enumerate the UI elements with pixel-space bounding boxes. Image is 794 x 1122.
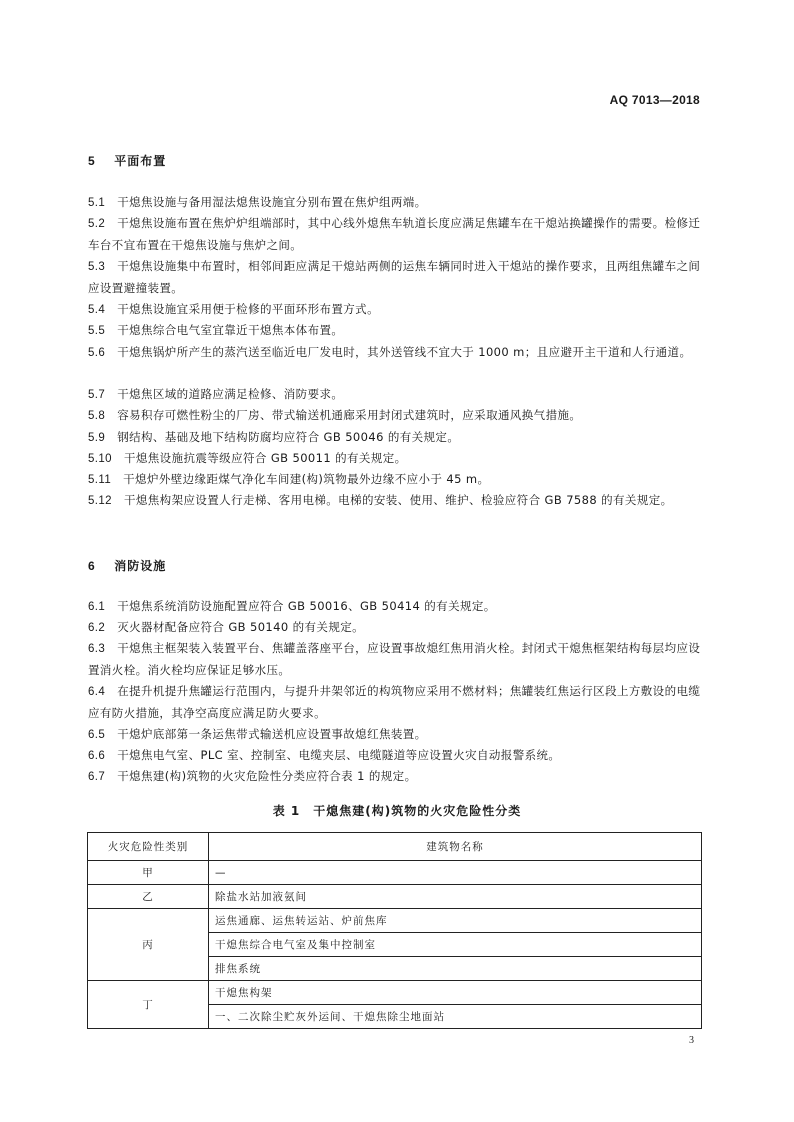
clause-6-4: 6.4 在提升机提升焦罐运行范围内，与提升井架邻近的构筑物应采用不燃材料；焦罐装红焦运行区段上方敷设的电缆应有防火措施，其净空高度应满足防火要求。: [88, 684, 701, 720]
category-cell: 乙: [88, 885, 209, 909]
section-6-heading: [88, 557, 166, 574]
clause-5-11: 5.11 干熄炉外壁边缘距煤气净化车间建(构)筑物最外边缘不应小于 45 m。: [88, 472, 490, 486]
section-5-heading: [88, 152, 166, 169]
table-row: [88, 981, 702, 1005]
header-category: 火灾危险性类别: [88, 833, 209, 861]
clause-5-12: 5.12 干熄焦构架应设置人行走梯、客用电梯。电梯的安装、使用、维护、检验应符合 GB 7588 的有关规定。: [88, 493, 673, 507]
section-6-number: 6: [88, 559, 96, 573]
table-1-caption: 表 1 干熄焦建(构)筑物的火灾危险性分类: [272, 804, 522, 818]
clause-6-3: 6.3 干熄焦主框架装入装置平台、焦罐盖落座平台，应设置事故熄红焦用消火栓。封闭式干熄焦框架结构每层均应设置消火栓。消火栓均应保证足够水压。: [88, 641, 701, 677]
building-cell: 干熄焦综合电气室及集中控制室: [209, 933, 702, 957]
fire-hazard-table: [87, 832, 702, 1029]
table-header-row: [88, 833, 702, 861]
table-row: [88, 909, 702, 933]
clause-6-2: 6.2 灭火器材配备应符合 GB 50140 的有关规定。: [88, 620, 365, 634]
document-code: AQ 7013—2018: [609, 93, 700, 107]
category-cell: 丙: [88, 909, 209, 981]
building-cell: —: [209, 861, 702, 885]
building-cell: 排焦系统: [209, 957, 702, 981]
clause-5-2: 5.2 干熄焦设施布置在焦炉炉组端部时，其中心线外熄焦车轨道长度应满足焦罐车在干熄站换罐操作的需要。检修迁车台不宜布置在干熄焦设施与焦炉之间。: [88, 216, 701, 252]
table-row: [88, 861, 702, 885]
clause-5-1: 5.1 干熄焦设施与备用湿法熄焦设施宜分别布置在焦炉组两端。: [88, 195, 427, 209]
clause-5-8: 5.8 容易积存可燃性粉尘的厂房、带式输送机通廊采用封闭式建筑时，应采取通风换气措施。: [88, 408, 582, 422]
building-cell: 一、二次除尘贮灰外运间、干熄焦除尘地面站: [209, 1005, 702, 1029]
category-cell: 甲: [88, 861, 209, 885]
clause-5-7: 5.7 干熄焦区域的道路应满足检修、消防要求。: [88, 387, 344, 401]
section-5-number: 5: [88, 154, 96, 168]
category-cell: 丁: [88, 981, 209, 1029]
section-6-title: 消防设施: [114, 559, 167, 573]
clause-6-1: 6.1 干熄焦系统消防设施配置应符合 GB 50016、GB 50414 的有关规定。: [88, 599, 496, 613]
clause-6-6: 6.6 干熄焦电气室、PLC 室、控制室、电缆夹层、电缆隧道等应设置火灾自动报警系统。: [88, 748, 561, 762]
building-cell: 除盐水站加液氨间: [209, 885, 702, 909]
page-number: 3: [689, 1035, 694, 1046]
clause-6-7: 6.7 干熄焦建(构)筑物的火灾危险性分类应符合表 1 的规定。: [88, 769, 417, 783]
clause-5-10: 5.10 干熄焦设施抗震等级应符合 GB 50011 的有关规定。: [88, 451, 407, 465]
clause-5-3: 5.3 干熄焦设施集中布置时，相邻间距应满足干熄站两侧的运焦车辆同时进入干熄站的操作要求，且两组焦罐车之间应设置避撞装置。: [88, 259, 701, 295]
clause-5-5: 5.5 干熄焦综合电气室宜靠近干熄焦本体布置。: [88, 323, 344, 337]
building-cell: 干熄焦构架: [209, 981, 702, 1005]
table-row: [88, 885, 702, 909]
clause-5-9: 5.9 钢结构、基础及地下结构防腐均应符合 GB 50046 的有关规定。: [88, 430, 460, 444]
section-5-title: 平面布置: [114, 154, 167, 168]
clause-6-5: 6.5 干熄炉底部第一条运焦带式输送机应设置事故熄红焦装置。: [88, 727, 427, 741]
building-cell: 运焦通廊、运焦转运站、炉前焦库: [209, 909, 702, 933]
clause-5-6: 5.6 干熄焦锅炉所产生的蒸汽送至临近电厂发电时，其外送管线不宜大于 1000 m；且应避开主干道和人行通道。: [88, 345, 692, 359]
clause-5-4: 5.4 干熄焦设施宜采用便于检修的平面环形布置方式。: [88, 302, 379, 316]
header-building-name: 建筑物名称: [209, 833, 702, 861]
